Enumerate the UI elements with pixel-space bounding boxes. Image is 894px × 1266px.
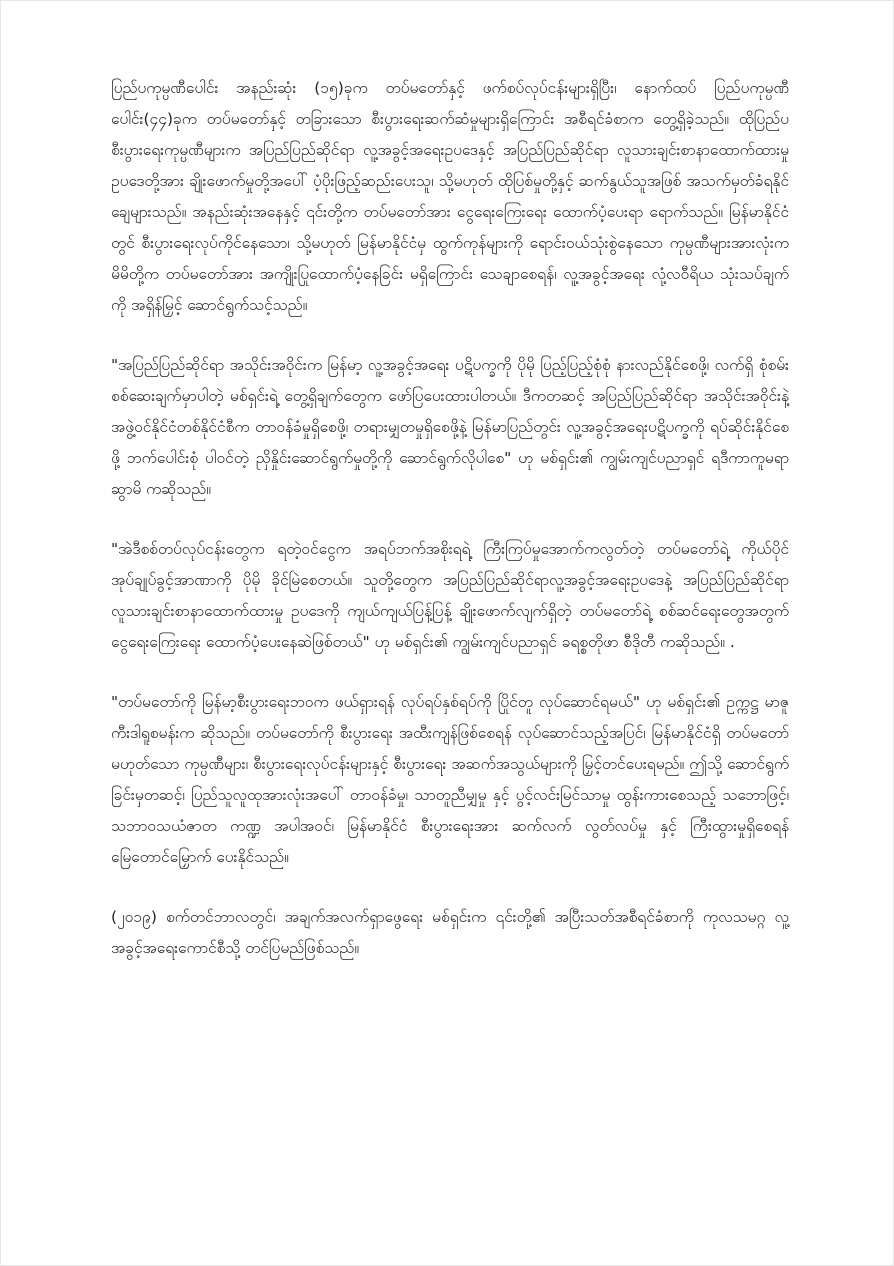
- paragraph-5: (၂၀၁၉) စက်တင်ဘာလတွင်၊ အချက်အလက်ရှာဖွေရေး မစ်ရှင်းက ၎င်းတို့၏ အပြီးသတ်အစီရင်ခံစာကို ကုလသမဂ္ဂ လူ့အခွင့်အရေးကောင်စီသို့ တင်ပြမည်ဖြစ်သည်။: [111, 908, 789, 957]
- paragraph-1: ပြည်ပကုမ္ပဏီပေါင်း အနည်းဆုံး (၁၅)ခုက တပ်မတော်နှင့် ဖက်စပ်လုပ်ငန်းများရှိပြီး၊ နောက်ထပ် ပြည်ပကုမ္ပဏီပေါင်း(၄၄)ခုက တပ်မတော်နှင့် တခြားသော စီးပွားရေးဆက်ဆံမှုများရှိကြောင်း အစီရင်ခံစာက တွေ့ရှိခဲ့သည်။ ထိုပြည်ပစီးပွားရေးကုမ္ပဏီများက အပြည်ပြည်ဆိုင်ရာ လူ့အခွင့်အရေးဥပဒေနှင့် အပြည်ပြည်ဆိုင်ရာ လူသားချင်းစာနာထောက်ထားမှု ဥပဒေတို့အား ချိုးဖောက်မှုတို့အပေါ် ပံ့ပိုးဖြည့်ဆည်းပေးသူ၊ သို့မဟုတ် ထိုပြစ်မှုတို့နှင့် ဆက်နွယ်သူအဖြစ် အသက်မှတ်ခံရနိုင်ချေများသည်။ အနည်းဆုံးအနေနှင့် ၎င်းတို့က တပ်မတော်အား ငွေရေးကြေးရေး ထောက်ပံ့ပေးရာ ရောက်သည်။ မြန်မာနိုင်ငံတွင် စီးပွားရေးလုပ်ကိုင်နေသော၊ သို့မဟုတ် မြန်မာနိုင်ငံမှ ထွက်ကုန်များကို ရောင်းဝယ်သုံးစွဲနေသော ကုမ္ပဏီများအားလုံးက မိမိတို့က တပ်မတော်အား အကျိုးပြုထောက်ပံ့နေခြင်း မရှိကြောင်း သေချာစေရန်၊ လူ့အခွင့်အရေး လုံ့လဝီရိယ သုံးသပ်ချက်ကို အရှိန်မြှင့် ဆောင်ရွက်သင့်သည်။: [111, 79, 789, 314]
- paragraph-2: "အပြည်ပြည်ဆိုင်ရာ အသိုင်းအဝိုင်းက မြန်မာ့ လူ့အခွင့်အရေး ပဋိပက္ခကို ပိုမို ပြည့်ပြည့်စုံစုံ နားလည်နိုင်စေဖို့၊ လက်ရှိ စုံစမ်းစစ်ဆေးချက်မှာပါတဲ့ မစ်ရှင်းရဲ့ တွေ့ရှိချက်တွေက ဖော်ပြပေးထားပါတယ်။ ဒီကတဆင့် အပြည်ပြည်ဆိုင်ရာ အသိုင်းအဝိုင်းနဲ့ အဖွဲ့ဝင်နိုင်ငံတစ်နိုင်ငံစီက တာဝန်ခံမှုရှိစေဖို့၊ တရားမျှတမှုရှိစေဖို့နဲ့ မြန်မာပြည်တွင်း လူ့အခွင့်အရေးပဋိပက္ခကို ရပ်ဆိုင်းနိုင်စေဖို့ ဘက်ပေါင်းစုံ ပါဝင်တဲ့ ညှိနှိုင်းဆောင်ရွက်မှုတို့ကို ဆောင်ရွက်လိုပါစေ" ဟု မစ်ရှင်း၏ ကျွမ်းကျင်ပညာရှင် ရဒီကာကူမရာဆွာမိ ကဆိုသည်။: [111, 356, 789, 498]
- paragraph-4: "တပ်မတော်ကို မြန်မာ့စီးပွားရေးဘဝက ဖယ်ရှားရန် လုပ်ရပ်နှစ်ရပ်ကို ပြိုင်တူ လုပ်ဆောင်ရမယ်" ဟု မစ်ရှင်း၏ ဥက္ကဋ္ဌ မာဇူကီးဒါရူစမန်းက ဆိုသည်။ တပ်မတော်ကို စီးပွားရေး အထီးကျန်ဖြစ်စေရန် လုပ်ဆောင်သည့်အပြင်၊ မြန်မာနိုင်ငံရှိ တပ်မတော်မဟုတ်သော ကုမ္ပဏီများ၊ စီးပွားရေးလုပ်ငန်းများနှင့် စီးပွားရေး အဆက်အသွယ်များကို မြှင့်တင်ပေးရမည်။ ဤသို့ ဆောင်ရွက်ခြင်းမှတဆင့်၊ ပြည်သူလူထုအားလုံးအပေါ် တာဝန်ခံမှု၊ သာတူညီမျှမှု နှင့် ပွင့်လင်းမြင်သာမှု ထွန်းကားစေသည့် သဘောဖြင့်၊ သဘာဝသယံဇာတ ကဏ္ဍ အပါအဝင်၊ မြန်မာနိုင်ငံ စီးပွားရေးအား ဆက်လက် လွတ်လပ်မှု နှင့် ကြီးထွားမှုရှိစေရန် မြေတောင်မြှောက် ပေးနိုင်သည်။: [111, 693, 789, 866]
- paragraph-3: "အဲဒီစစ်တပ်လုပ်ငန်းတွေက ရတဲ့ဝင်ငွေက အရပ်ဘက်အစိုးရရဲ့ ကြီးကြပ်မှုအောက်ကလွတ်တဲ့ တပ်မတော်ရဲ့ ကိုယ်ပိုင်အုပ်ချုပ်ခွင့်အာဏာကို ပိုမို ခိုင်မြဲစေတယ်။ သူတို့တွေက အပြည်ပြည်ဆိုင်ရာလူ့အခွင့်အရေးဥပဒေနဲ့ အပြည်ပြည်ဆိုင်ရာ လူသားချင်းစာနာထောက်ထားမှု ဥပဒေကို ကျယ်ကျယ်ပြန့်ပြန့် ချိုးဖောက်လျက်ရှိတဲ့ တပ်မတော်ရဲ့ စစ်ဆင်ရေးတွေအတွက် ငွေရေးကြေးရေး ထောက်ပံ့ပေးနေဆဲဖြစ်တယ်" ဟု မစ်ရှင်း၏ ကျွမ်းကျင်ပညာရှင် ခရစ္စတိုဖာ စီဒိုတီ ကဆိုသည်။ .: [111, 540, 789, 651]
- document-body: [111, 73, 789, 993]
